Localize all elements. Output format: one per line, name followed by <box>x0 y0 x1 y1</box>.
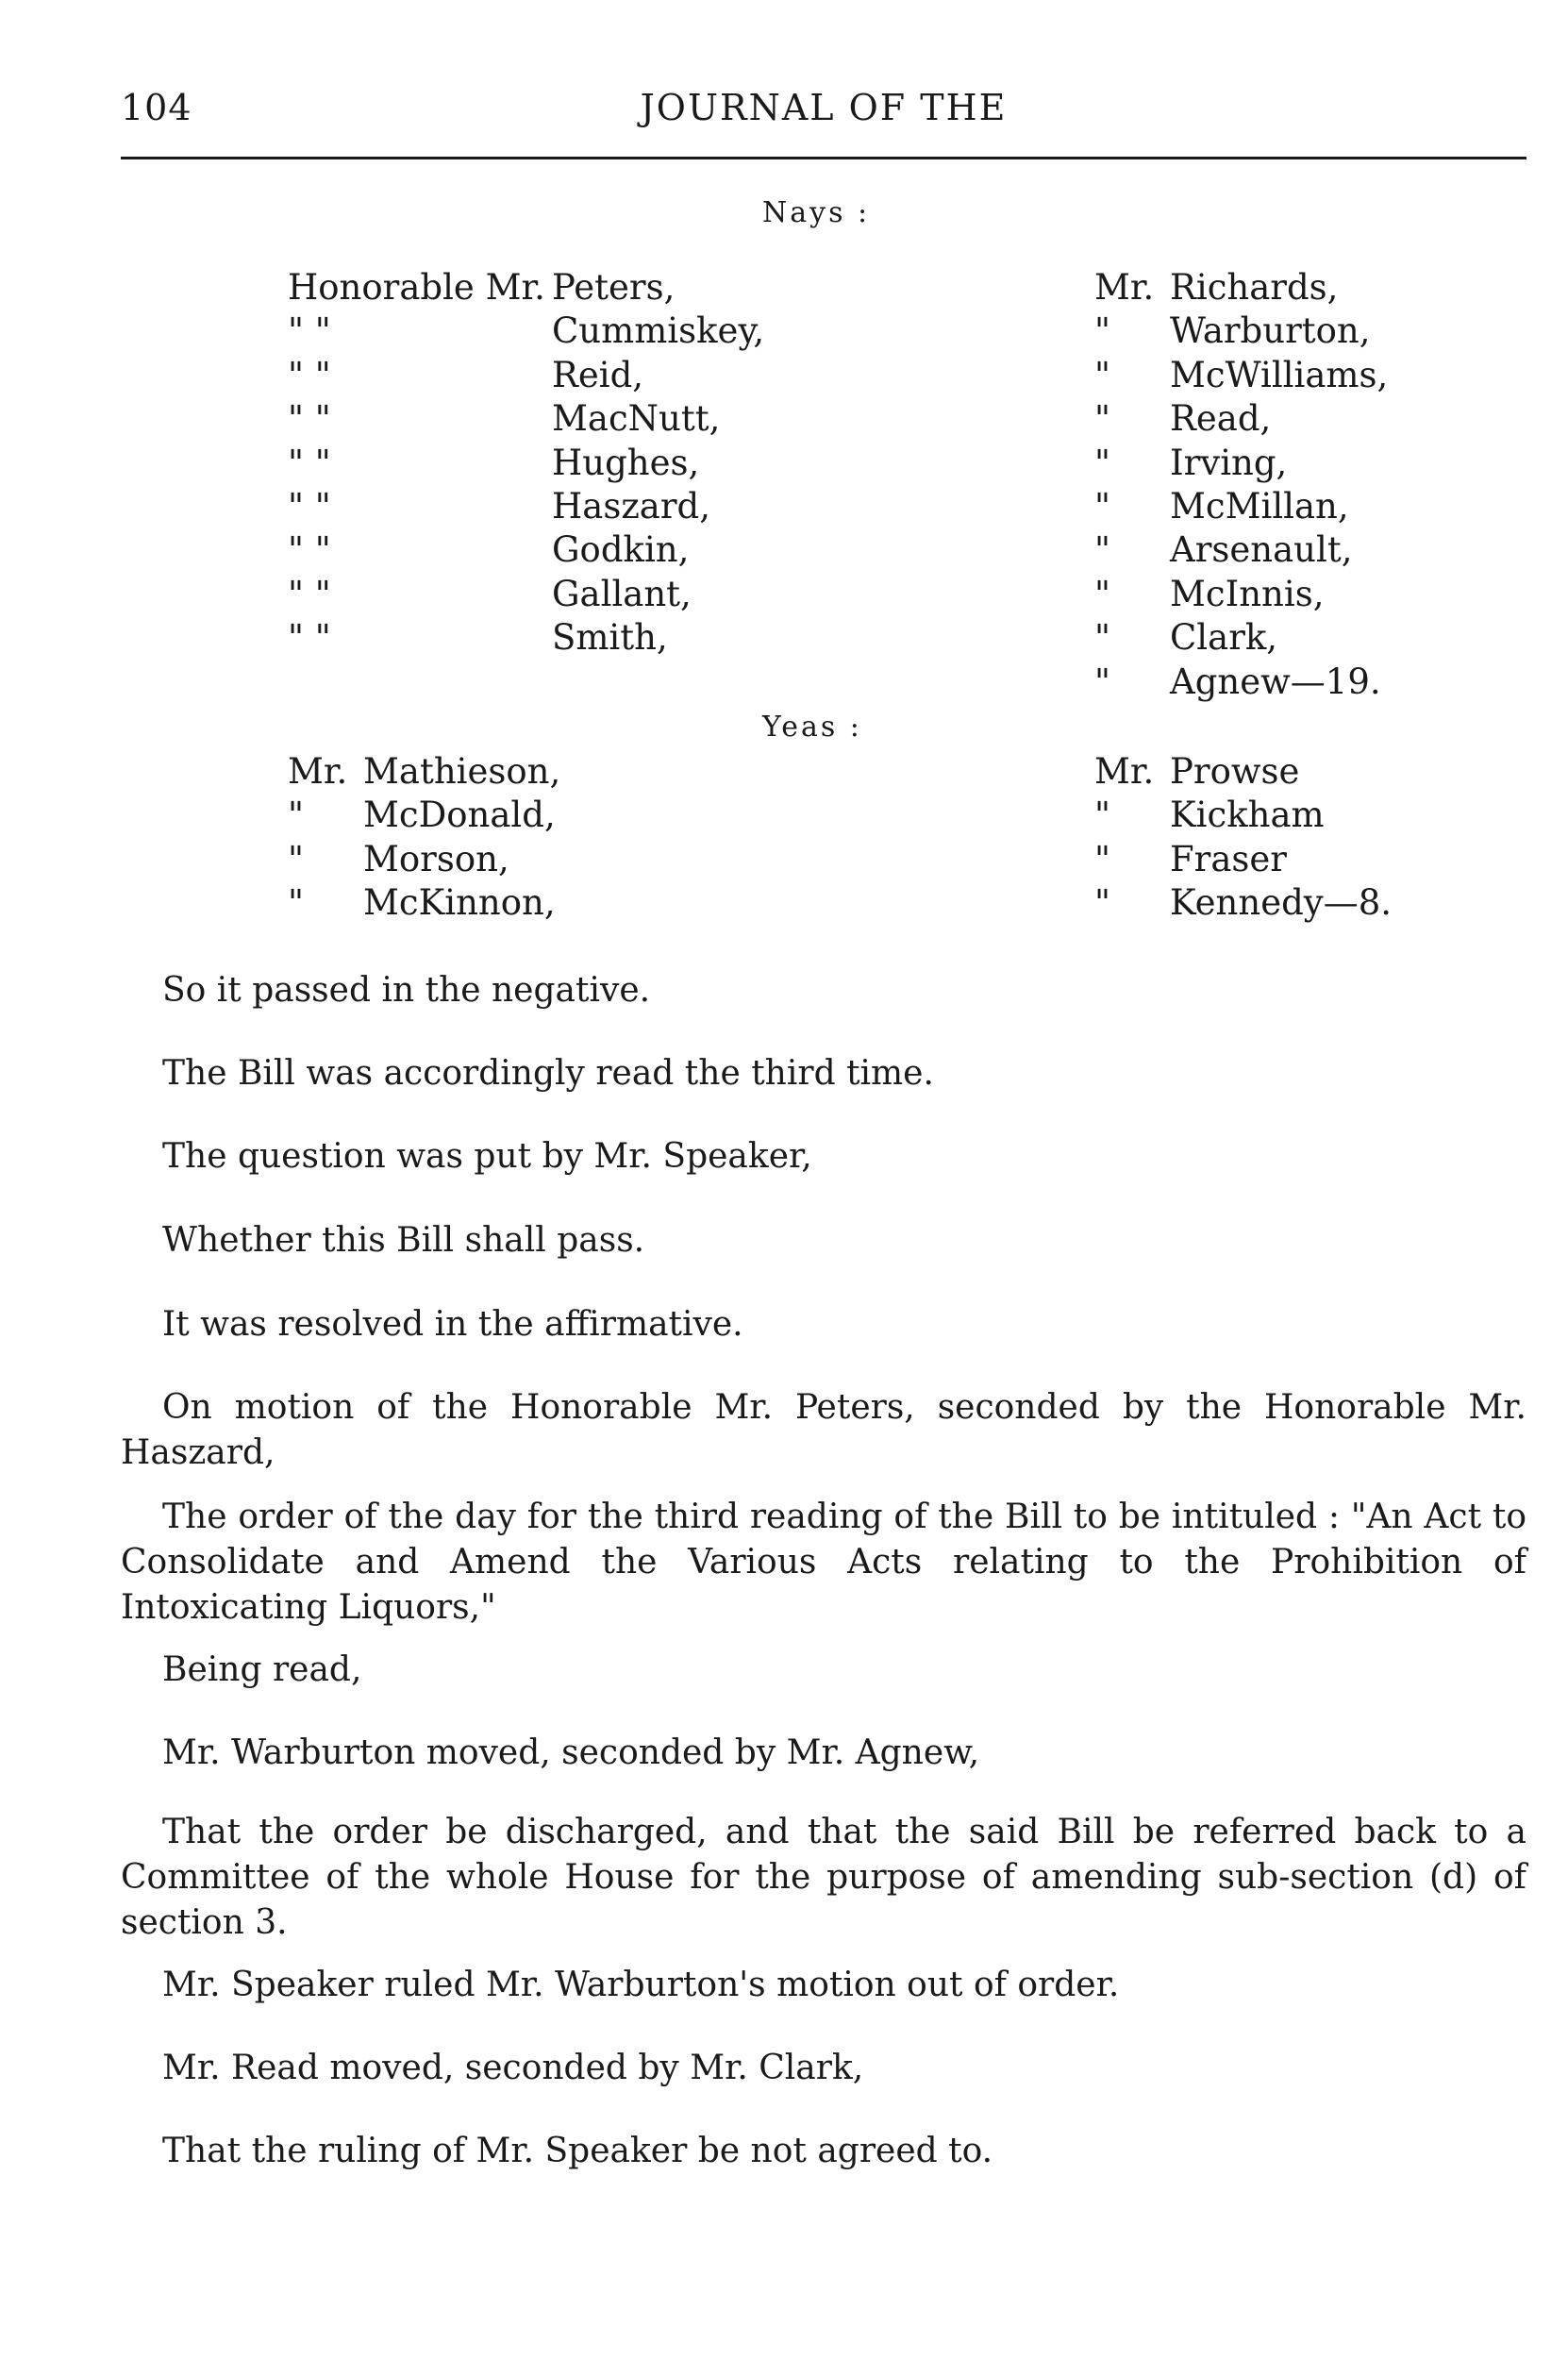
member-name: McWilliams, <box>1170 354 1389 395</box>
member-name: Irving, <box>1170 442 1288 483</box>
member-prefix: Honorable Mr. <box>288 267 545 308</box>
member-name: Cummiskey, <box>552 310 765 352</box>
member-prefix: " <box>288 838 305 879</box>
list-item <box>1094 442 1288 485</box>
header-rule <box>121 157 1526 159</box>
member-name: Read, <box>1170 398 1272 440</box>
paragraph <box>121 1648 1526 1693</box>
member-prefix: " " <box>288 442 331 483</box>
member-prefix: " <box>1094 398 1111 440</box>
list-item <box>288 616 668 660</box>
member-prefix: " " <box>288 529 331 571</box>
list-item <box>1094 310 1371 353</box>
member-prefix: " " <box>288 310 331 352</box>
member-name: Hughes, <box>552 442 700 483</box>
member-name: Godkin, <box>552 529 690 571</box>
member-prefix: " <box>1094 310 1111 352</box>
list-item <box>1094 661 1381 704</box>
paragraph-text: The order of the day for the third reading of the Bill to be intituled : "An Act to Consolidate and Amend the Various Acts relating to the Prohibition of Intoxicating Liquors," <box>121 1498 1526 1627</box>
list-item <box>1094 794 1325 837</box>
list-item <box>288 881 556 925</box>
list-item <box>288 310 765 353</box>
member-prefix: " <box>1094 529 1111 571</box>
member-name: Warburton, <box>1170 310 1371 352</box>
list-item <box>1094 354 1389 397</box>
member-name: Agnew—19. <box>1170 661 1381 702</box>
list-item <box>288 838 509 881</box>
list-item <box>1094 397 1272 441</box>
list-item <box>1094 750 1300 794</box>
member-prefix: " <box>1094 573 1111 614</box>
paragraph <box>121 1302 1526 1347</box>
member-name: Reid, <box>552 354 644 395</box>
member-prefix: " <box>1094 354 1111 395</box>
nays-left-list <box>288 266 765 661</box>
member-name: Mathieson, <box>363 751 561 792</box>
list-item <box>288 354 644 397</box>
page-number: 104 <box>121 87 192 128</box>
list-item <box>288 794 556 837</box>
paragraph-text: Mr. Speaker ruled Mr. Warburton's motion out of order. <box>162 1966 1120 2004</box>
member-prefix: " <box>1094 442 1111 483</box>
paragraph <box>121 2129 1526 2174</box>
list-item <box>288 485 710 528</box>
paragraph-text: That the ruling of Mr. Speaker be not agreed to. <box>162 2132 993 2170</box>
member-prefix: " <box>1094 882 1111 924</box>
list-item <box>1094 881 1392 925</box>
paragraph-text: The Bill was accordingly read the third time. <box>162 1054 934 1093</box>
list-item <box>288 528 690 572</box>
member-name: McInnis, <box>1170 573 1325 614</box>
list-item <box>1094 616 1278 660</box>
member-name: McDonald, <box>363 795 556 836</box>
list-item <box>288 573 692 616</box>
list-item <box>1094 838 1287 881</box>
member-name: Peters, <box>552 267 676 308</box>
paragraph <box>121 968 1526 1013</box>
paragraph-text: That the order be discharged, and that the said Bill be referred back to a Committee of the whole House for the purpose of amending sub-section (d) of section 3. <box>121 1813 1526 1942</box>
list-item <box>1094 266 1339 310</box>
paragraph <box>121 1810 1526 1946</box>
list-item <box>1094 573 1325 616</box>
paragraph <box>121 1731 1526 1776</box>
member-prefix: Mr. <box>1094 751 1155 792</box>
member-prefix: " <box>1094 838 1111 879</box>
running-head: JOURNAL OF THE <box>640 87 1008 128</box>
member-prefix: " <box>1094 661 1111 702</box>
member-name: Richards, <box>1170 267 1339 308</box>
paragraph <box>121 1218 1526 1264</box>
paragraph-text: On motion of the Honorable Mr. Peters, seconded by the Honorable Mr. Haszard, <box>121 1388 1526 1472</box>
list-item <box>288 397 721 441</box>
paragraph <box>121 2046 1526 2091</box>
member-prefix: Mr. <box>1094 267 1155 308</box>
paragraph-text: The question was put by Mr. Speaker, <box>162 1137 812 1176</box>
member-name: Morson, <box>363 838 509 879</box>
paragraph-text: Being read, <box>162 1650 362 1689</box>
member-prefix: " <box>1094 617 1111 659</box>
member-prefix: " <box>288 882 305 924</box>
member-prefix: Mr. <box>288 751 348 792</box>
paragraph <box>121 1963 1526 2008</box>
member-prefix: " <box>288 795 305 836</box>
paragraph-text: Mr. Warburton moved, seconded by Mr. Agnew, <box>162 1733 980 1772</box>
member-name: McKinnon, <box>363 882 556 924</box>
page-header <box>121 87 1526 134</box>
member-prefix: " " <box>288 617 331 659</box>
paragraph <box>121 1385 1526 1476</box>
paragraph-text: Whether this Bill shall pass. <box>162 1221 645 1260</box>
paragraph <box>121 1134 1526 1180</box>
member-name: Haszard, <box>552 485 710 527</box>
paragraph-text: Mr. Read moved, seconded by Mr. Clark, <box>162 2049 864 2087</box>
list-item <box>1094 528 1353 572</box>
member-prefix: " <box>1094 485 1111 527</box>
member-prefix: " <box>1094 795 1111 836</box>
paragraph-text: It was resolved in the affirmative. <box>162 1305 743 1344</box>
member-prefix: " " <box>288 354 331 395</box>
member-name: Prowse <box>1170 751 1300 792</box>
member-name: Fraser <box>1170 838 1287 879</box>
list-item <box>288 750 561 794</box>
member-name: Kennedy—8. <box>1170 882 1392 924</box>
member-name: Arsenault, <box>1170 529 1353 571</box>
member-name: McMillan, <box>1170 485 1349 527</box>
yeas-right-list <box>1094 750 1392 926</box>
paragraph <box>121 1051 1526 1096</box>
member-name: Clark, <box>1170 617 1278 659</box>
member-prefix: " " <box>288 485 331 527</box>
paragraph <box>121 1495 1526 1631</box>
list-item <box>1094 485 1349 528</box>
paragraph-text: So it passed in the negative. <box>162 971 651 1010</box>
nays-heading: Nays : <box>762 196 871 229</box>
member-name: Gallant, <box>552 573 692 614</box>
member-name: Kickham <box>1170 795 1325 836</box>
yeas-left-list <box>288 750 561 926</box>
member-name: MacNutt, <box>552 398 721 440</box>
member-prefix: " " <box>288 398 331 440</box>
list-item <box>288 266 676 310</box>
member-prefix: " " <box>288 573 331 614</box>
list-item <box>288 442 700 485</box>
yeas-heading: Yeas : <box>762 711 862 744</box>
nays-right-list <box>1094 266 1389 704</box>
member-name: Smith, <box>552 617 668 659</box>
